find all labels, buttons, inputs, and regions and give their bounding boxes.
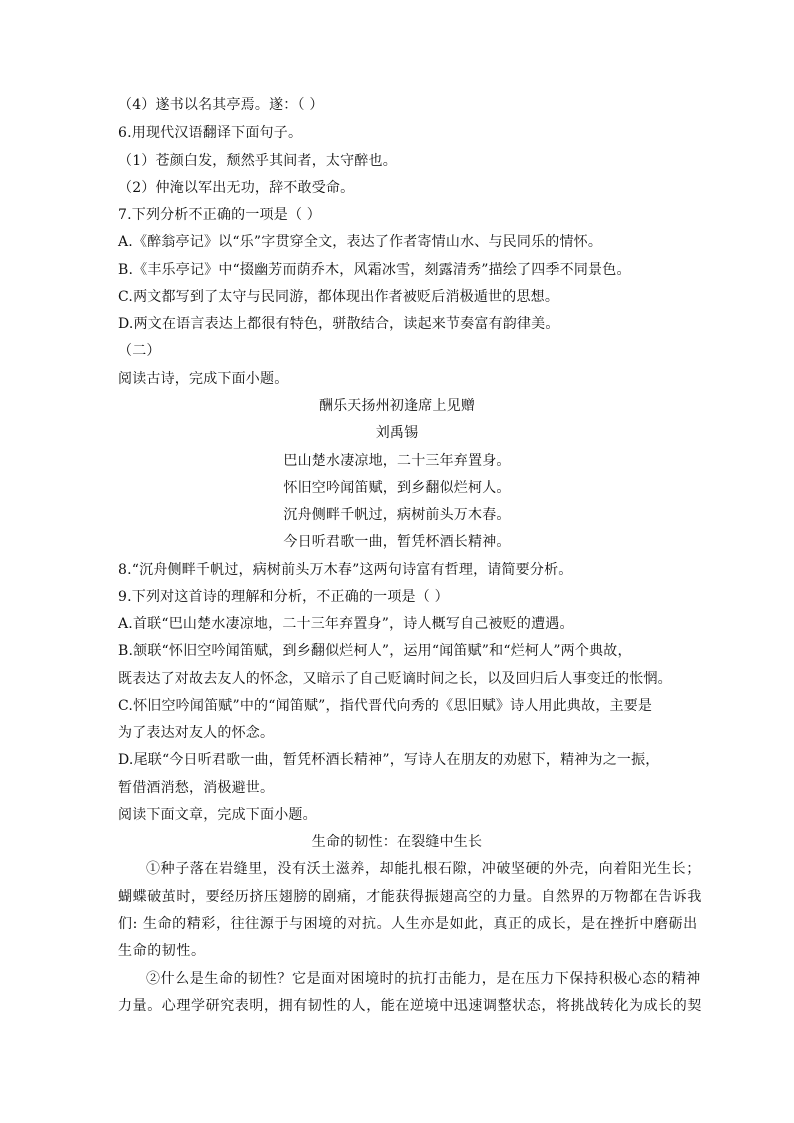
question-7-option-b: B.《丰乐亭记》中“掇幽芳而荫乔木，风霜冰雪，刻露清秀”描绘了四季不同景色。 xyxy=(118,262,631,278)
poem-title: 酬乐天扬州初逢席上见赠 xyxy=(318,398,476,414)
article-paragraph-1-line-3: 们: 生命的精彩，往往源于与困境的对抗。人生亦是如此，真正的成长，是在挫折中磨砺出 xyxy=(118,916,698,932)
article-paragraph-1-line-2: 蝴蝶破茧时，要经历挤压翅膀的剧痛，才能获得振翅高空的力量。自然界的万物都在告诉我 xyxy=(118,889,702,905)
question-9-option-c-line-1: C.怀旧空吟闻笛赋”中的“闻笛赋”，指代晋代向秀的《思旧赋》诗人用此典故，主要是 xyxy=(118,698,653,714)
question-8-prompt: 8.“沉舟侧畔千帆过，病树前头万木春”这两句诗富有哲理，请简要分析。 xyxy=(118,562,573,578)
question-7-option-a: A.《醉翁亭记》以“乐”字贯穿全文，表达了作者寄情山水、与民同乐的情怀。 xyxy=(118,234,603,250)
question-9-option-c-line-2: 为了表达对友人的怀念。 xyxy=(118,725,275,741)
article-paragraph-1-line-1: ①种子落在岩缝里，没有沃土滋养，却能扎根石隙，冲破坚硬的外壳，向着阳光生长； xyxy=(146,861,701,877)
article-title: 生命的韧性：在裂缝中生长 xyxy=(311,834,483,850)
question-7-option-c: C.两文都写到了太守与民同游，都体现出作者被贬后消极遁世的思想。 xyxy=(118,289,560,305)
poem-line-2: 怀旧空吟闻笛赋，到乡翻似烂柯人。 xyxy=(283,480,511,496)
question-7-option-d: D.两文在语言表达上都很有特色，骈散结合，读起来节奏富有韵律美。 xyxy=(118,316,560,332)
article-instructions: 阅读下面文章，完成下面小题。 xyxy=(118,807,317,823)
poem-author: 刘禹锡 xyxy=(375,425,419,441)
article-paragraph-2-line-2: 力量。心理学研究表明，拥有韧性的人，能在逆境中迅速调整状态，将挑战转化为成长的契 xyxy=(118,998,702,1014)
section-heading: （二） xyxy=(118,343,161,359)
article-paragraph-2-line-1: ②什么是生命的韧性？它是面对困境时的抗打击能力，是在压力下保持积极心态的精神 xyxy=(146,971,701,987)
question-4-item: （4）遂书以名其亭焉。遂：（ ） xyxy=(118,97,324,113)
question-6-prompt: 6.用现代汉语翻译下面句子。 xyxy=(118,125,303,141)
poem-line-3: 沉舟侧畔千帆过，病树前头万木春。 xyxy=(283,507,511,523)
question-9-option-a: A.首联“巴山楚水凄凉地，二十三年弃置身”，诗人概写自己被贬的遭遇。 xyxy=(118,616,574,632)
question-6-sentence-1: （1）苍颜白发，颓然乎其间者，太守醉也。 xyxy=(118,153,397,169)
question-9-option-d-line-1: D.尾联“今日听君歌一曲，暂凭杯酒长精神”，写诗人在朋友的劝慰下，精神为之一振， xyxy=(118,752,660,768)
question-9-option-b-line-2: 既表达了对故去友人的怀念，又暗示了自己贬谪时间之长，以及回归后人事变迁的怅惘。 xyxy=(118,671,672,687)
question-9-prompt: 9.下列对这首诗的理解和分析，不正确的一项是（ ） xyxy=(118,589,449,605)
question-7-prompt: 7.下列分析不正确的一项是（ ） xyxy=(118,207,322,223)
poem-line-1: 巴山楚水凄凉地，二十三年弃置身。 xyxy=(283,453,511,469)
question-6-sentence-2: （2）仲淹以军出无功，辞不敢受命。 xyxy=(118,180,355,196)
poem-line-4: 今日听君歌一曲，暂凭杯酒长精神。 xyxy=(283,534,511,550)
question-9-option-d-line-2: 暂借酒消愁，消极避世。 xyxy=(118,780,275,796)
poem-instructions: 阅读古诗，完成下面小题。 xyxy=(118,371,289,387)
article-paragraph-1-line-4: 生命的韧性。 xyxy=(118,943,206,959)
question-9-option-b-line-1: B.颔联“怀旧空吟闻笛赋，到乡翻似烂柯人”，运用“闻笛赋”和“烂柯人”两个典故， xyxy=(118,643,632,659)
